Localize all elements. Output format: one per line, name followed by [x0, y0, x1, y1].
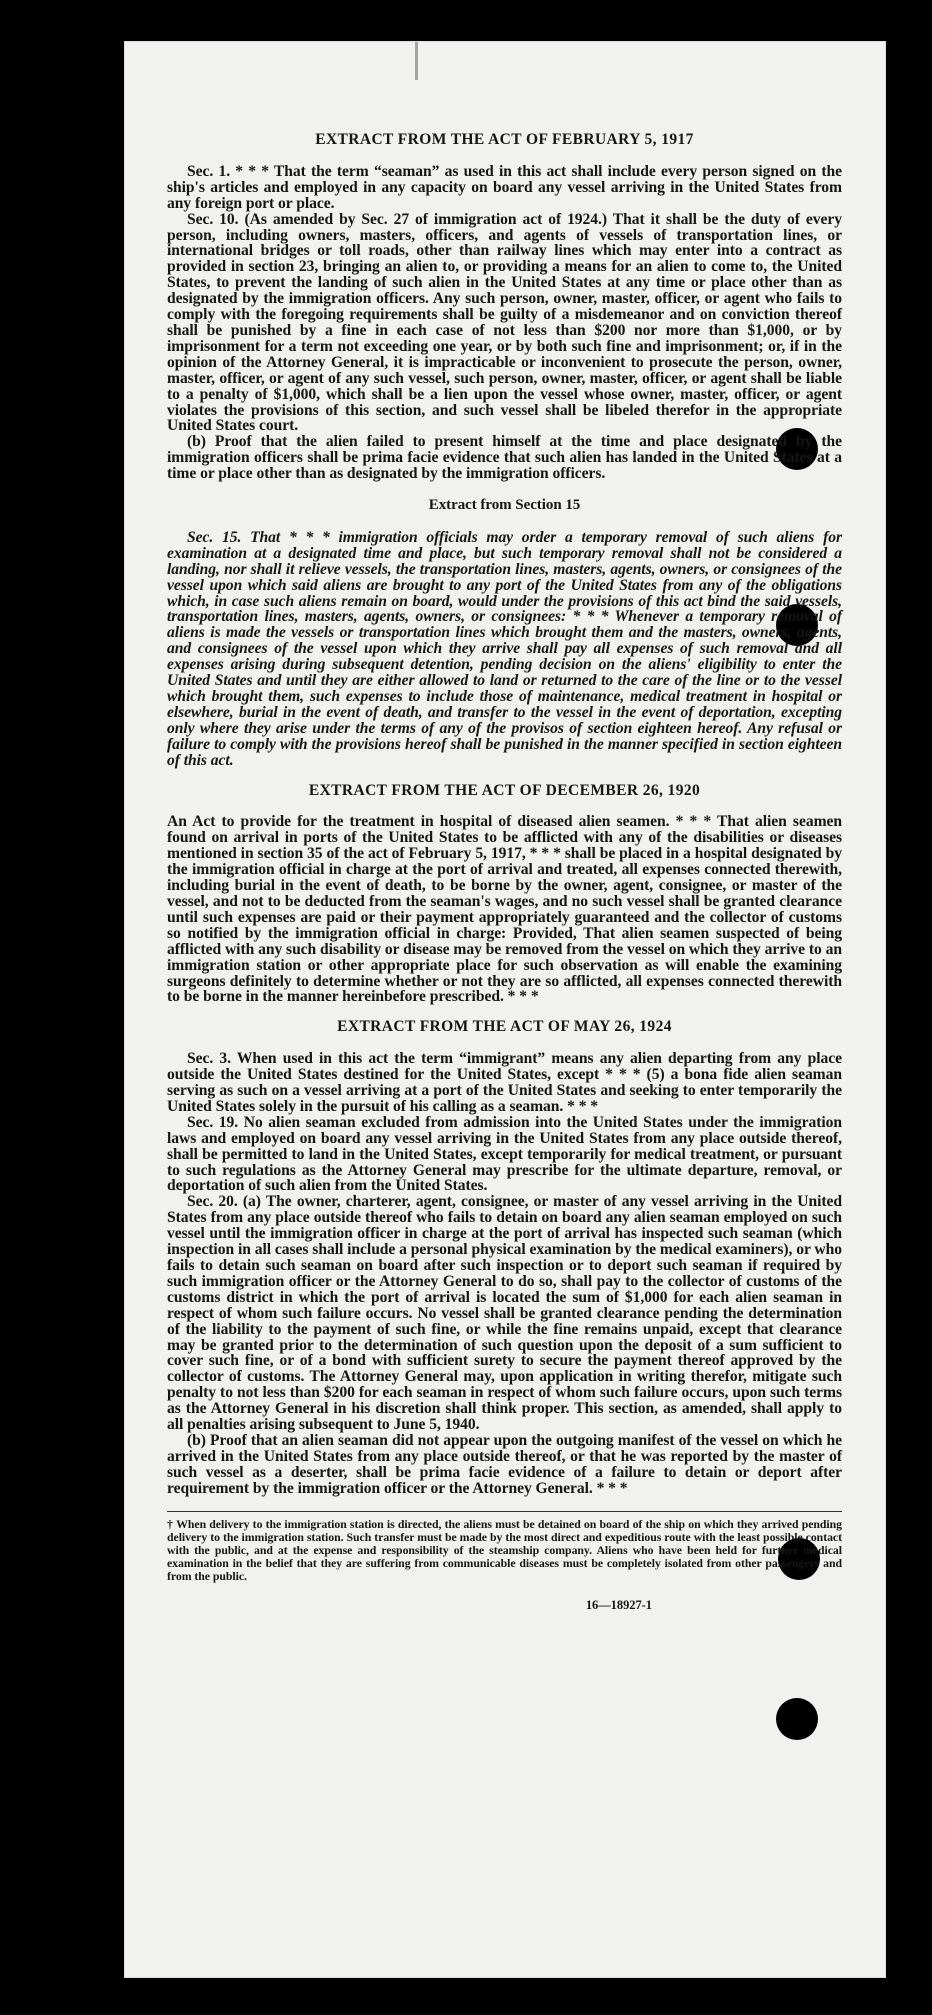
sec-15-paragraph: Sec. 15. That * * * immigration officials may order a temporary removal of such aliens for examination at a designated time and place, but such temporary removal shall not be considered a landing, nor shall it relieve vessels, the transportation lines, masters, agents, owners, or consignees of the vessel upon which said aliens are brought to any port of the United States from any of the obligations which, in case such aliens remain on board, would under the provisions of this act bind the said vessels, transportation lines, masters, agents, owners, or consignees: * * * Whenever a temporary removal of aliens is made the vessels or transportation lines which brought them and the masters, owners, agents, and consignees of the vessel upon which they arrive shall pay all expenses of such removal and all expenses arising during subsequent detention, pending decision on the aliens' eligibility to enter the United States and until they are either allowed to land or returned to the care of the line or to the vessel which brought them, such expenses to include those of maintenance, medical treatment in hospital or elsewhere, burial in the event of death, and transfer to the vessel in the event of deportation, excepting only where they arise under the terms of any of the provisos of section eighteen hereof. Any refusal or failure to comply with the provisions hereof shall be punished in the manner specified in section eighteen of this act.: [167, 528, 842, 769]
heading-section-15: Extract from Section 15: [428, 497, 581, 514]
sec-20a-paragraph: Sec. 20. (a) The owner, charterer, agent, consignee, or master of any vessel arriving in the United States from any place outside thereof who fails to detain on board any alien seaman employed on such vessel until the immigration officer in charge at the port of arrival has inspected such seaman (which inspection in all cases shall include a personal physical examination by the medical examiners), or who fails to detain such seaman on board after such inspection or to deport such seaman if required by such immigration officer or the Attorney General to do so, shall pay to the collector of customs of the customs district in which the port of arrival is located the sum of $1,000 for each alien seaman in respect of whom such failure occurs. No vessel shall be granted clearance pending the determination of the liability to the payment of such fine, or while the fine remains unpaid, except that clearance may be granted prior to the determination of such question upon the deposit of a sum sufficient to cover such fine, or of a bond with sufficient surety to secure the payment thereof approved by the collector of customs. The Attorney General may, upon application in writing therefor, mitigate such penalty to not less than $200 for each seaman in respect of whom such failure occurs, upon such terms as the Attorney General in his discretion shall think proper. This section, as amended, shall apply to all penalties arising subsequent to June 5, 1940.: [167, 1193, 842, 1434]
document-body: [167, 132, 842, 1614]
sec-19-paragraph: Sec. 19. No alien seaman excluded from admission into the United States under the immigration laws and employed on board any vessel arriving in the United States from any place outside thereof, shall be permitted to land in the United States, except temporarily for medical treatment, or pursuant to such regulations as the Attorney General may prescribe for the ultimate departure, removal, or deportation of such alien from the United States.: [167, 1113, 842, 1195]
sec-10b-paragraph: (b) Proof that the alien failed to present himself at the time and place designated by the immigration officers shall be prima facie evidence that such alien has landed in the United States at a time or place other than as designated by the immigration officers.: [167, 433, 842, 483]
footnote: † When delivery to the immigration station is directed, the aliens must be detained on board of the ship on which they arrived pending delivery to the immigration station. Such transfer must be made by the most direct and expeditious route with the least possible contact with the public, and at the expense and responsibility of the steamship company. Aliens who have been held for further medical examination in the belief that they are suffering from communicable diseases must be completely isolated from other passengers and from the public.: [167, 1511, 842, 1584]
act-1920-paragraph: An Act to provide for the treatment in hospital of diseased alien seamen. * * * That alien seamen found on arrival in ports of the United States to be afflicted with any of the disabilities or diseases mentioned in section 35 of the act of February 5, 1917, * * * shall be placed in a hospital designated by the immigration official in charge at the port of arrival and treated, all expenses connected therewith, including burial in the event of death, to be borne by the owner, agent, consignee, or master of the vessel, and not to be deducted from the seaman's wages, and no such vessel shall be granted clearance until such expenses are paid or their payment appropriately guaranteed and the collector of customs so notified by the immigration official in charge: Provided, That alien seamen suspected of being afflicted with any such disability or disease may be removed from the vessel on which they arrive to an immigration station or other appropriate place for such observation as will enable the examining surgeons definitely to determine whether or not they are so afflicted, all expenses connected therewith to be borne in the manner hereinbefore prescribed. * * *: [167, 813, 842, 1006]
heading-act-1920: EXTRACT FROM THE ACT OF DECEMBER 26, 1920: [308, 781, 701, 799]
heading-act-1924: EXTRACT FROM THE ACT OF MAY 26, 1924: [337, 1018, 672, 1036]
punch-hole-4: [776, 1698, 818, 1740]
sec-3-paragraph: Sec. 3. When used in this act the term “immigrant” means any alien departing from any place outside the United States destined for the United States, except * * * (5) a bona fide alien seaman serving as such on a vessel arriving at a port of the United States and seeking to enter temporarily the United States solely in the pursuit of his calling as a seaman. * * *: [167, 1050, 842, 1115]
page-crease: [415, 42, 418, 80]
sec-10-paragraph: Sec. 10. (As amended by Sec. 27 of immigration act of 1924.) That it shall be the duty of every person, including owners, masters, officers, and agents of vessels of transportation lines, or international bridges or toll roads, other than railway lines which may enter into a contract as provided in section 23, bringing an alien to, or providing a means for an alien to come to, the United States, to prevent the landing of such alien in the United States at any time or place other than as designated by the immigration officers. Any such person, owner, master, officer, or agent who fails to comply with the foregoing requirements shall be guilty of a misdemeanor and on conviction thereof shall be punished by a fine in each case of not less than $200 nor more than $1,000, or by imprisonment for a term not exceeding one year, or by both such fine and imprisonment; or, if in the opinion of the Attorney General, it is impracticable or inconvenient to prosecute the person, owner, master, officer, or agent of any such vessel, such person, owner, master, officer, or agent shall be liable to a penalty of $1,000, which shall be a lien upon the vessel whose owner, master, officer, or agent violates the provisions of this section, and such vessel shall be libeled therefor in the appropriate United States court.: [167, 210, 842, 435]
form-number: 16—18927-1: [585, 1597, 652, 1612]
sec-20b-paragraph: (b) Proof that an alien seaman did not appear upon the outgoing manifest of the vessel on which he arrived in the United States from any place outside thereof, or that he was reported by the master of such vessel as a deserter, shall be prima facie evidence of a failure to detain or deport after requirement by the immigration officer or the Attorney General. * * *: [167, 1431, 842, 1497]
heading-act-1917: EXTRACT FROM THE ACT OF FEBRUARY 5, 1917: [315, 131, 694, 148]
sec-1-paragraph: Sec. 1. * * * That the term “seaman” as used in this act shall include every person signed on the ship's articles and employed in any capacity on board any vessel arriving in the United States from any foreign port or place.: [167, 162, 842, 212]
